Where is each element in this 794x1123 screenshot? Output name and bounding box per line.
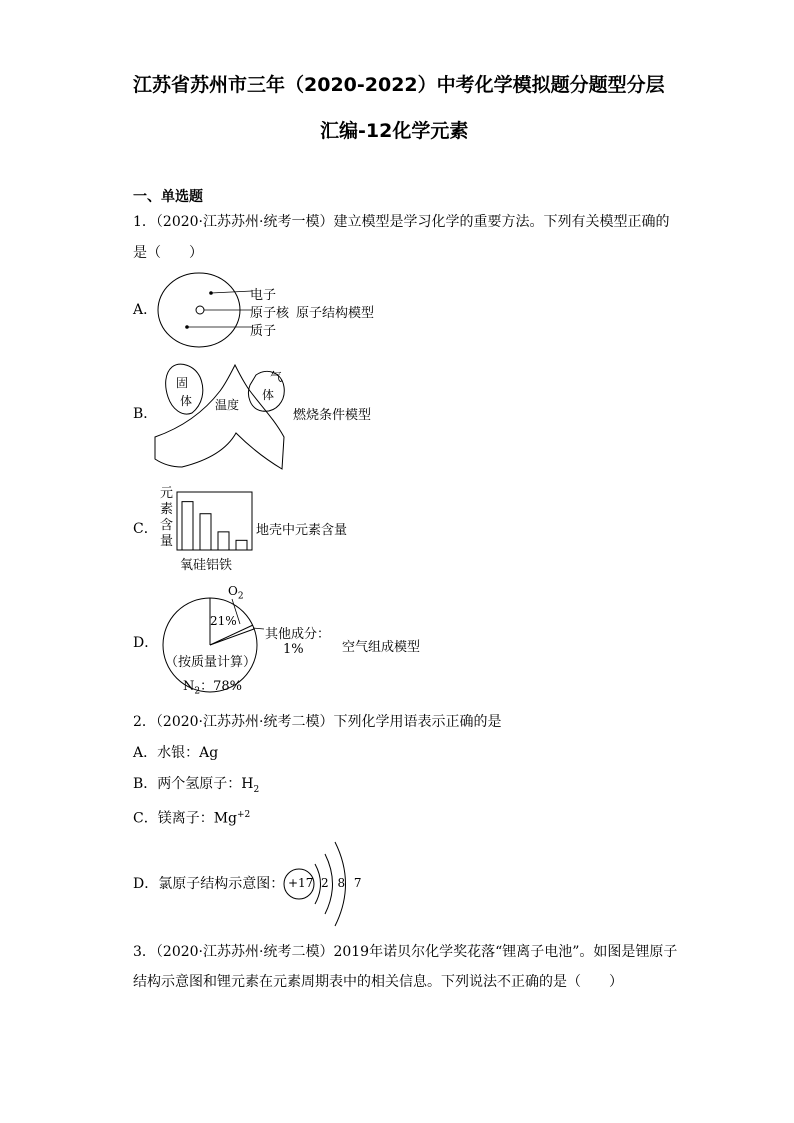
- o2-symbol: O: [228, 584, 238, 598]
- ylabel-char: 元: [160, 486, 174, 501]
- question-number: 1．: [133, 214, 156, 230]
- question-stem: 2019年诺贝尔化学奖花落“锂离子电池”。如图是锂原子: [333, 944, 678, 960]
- label-o2: [228, 584, 244, 601]
- bar-category-label: 硅: [193, 558, 207, 573]
- section-heading: 一、单选题: [133, 189, 203, 205]
- option-text: 两个氢原子：H: [157, 776, 254, 792]
- atom-model-diagram: [155, 270, 265, 350]
- label-other: 其他成分：: [265, 627, 331, 642]
- question-stem: 建立模型是学习化学的重要方法。下列有关模型正确的: [333, 214, 670, 230]
- bar-氧: [182, 502, 193, 550]
- label-gas-2: 体: [262, 388, 275, 402]
- question-source: （2020·江苏苏州·统考二模）: [155, 714, 334, 730]
- ylabel-char: 量: [160, 534, 174, 549]
- question-1-line1: [133, 212, 669, 232]
- question-2-line1: [133, 712, 501, 732]
- option-letter: A．: [133, 745, 158, 761]
- option-letter: D．: [133, 876, 159, 892]
- n2-subscript: 2: [194, 686, 201, 697]
- bar-硅: [200, 514, 211, 550]
- option-d-caption: 空气组成模型: [342, 640, 421, 655]
- option-a-letter: A．: [133, 302, 158, 318]
- label-o2-percent: 21%: [210, 614, 237, 628]
- q2-option-a: [133, 743, 218, 763]
- label-by-mass: （按质量计算）: [165, 655, 257, 670]
- option-c-caption: 地壳中元素含量: [256, 523, 348, 538]
- option-superscript: +2: [237, 810, 251, 820]
- bar-chart-categories: [180, 554, 232, 573]
- bar-category-label: 氧: [180, 558, 194, 573]
- document-title-line2: 汇编-12化学元素: [320, 120, 469, 142]
- label-gas-1: 气: [270, 370, 283, 384]
- label-other-percent: 1%: [283, 642, 304, 657]
- ylabel-char: 素: [160, 502, 174, 517]
- bar-category-label: 铝: [206, 558, 220, 573]
- n2-symbol: N: [183, 679, 195, 694]
- option-d-letter: D．: [133, 635, 159, 651]
- n2-percent: ：78%: [200, 679, 243, 694]
- option-subscript: 2: [253, 784, 260, 795]
- option-b-caption: 燃烧条件模型: [293, 408, 372, 423]
- option-text: 镁离子：Mg: [157, 810, 238, 827]
- question-3-line2: 结构示意图和锂元素在元素周期表中的相关信息。下列说法不正确的是（ ）: [133, 974, 623, 990]
- option-b-letter: B．: [133, 406, 158, 422]
- question-number: 2．: [133, 714, 156, 730]
- option-letter: C．: [133, 810, 158, 827]
- q2-option-d: [133, 874, 284, 894]
- nucleus-charge: +17: [288, 876, 314, 890]
- label-n2: [183, 675, 242, 697]
- bar-chart-ylabel: [160, 486, 174, 550]
- label-solid-2: 体: [180, 394, 193, 408]
- crust-element-bar-chart: [177, 492, 253, 552]
- document-title-line1: 江苏省苏州市三年（2020-2022）中考化学模拟题分题型分层: [133, 74, 665, 96]
- label-solid-1: 固: [176, 376, 189, 390]
- bar-category-label: 铁: [219, 558, 233, 573]
- option-text: 氯原子结构示意图：: [158, 876, 285, 892]
- question-source: （2020·江苏苏州·统考二模）: [155, 944, 334, 960]
- label-proton: 质子: [250, 324, 277, 339]
- question-3-line1: [133, 942, 677, 962]
- option-c-letter: C．: [133, 521, 158, 537]
- option-letter: B．: [133, 776, 158, 792]
- question-1-line2: 是（ ）: [133, 245, 203, 261]
- label-nucleus: 原子核: [250, 306, 290, 321]
- bar-铝: [218, 532, 229, 550]
- question-source: （2020·江苏苏州·统考一模）: [155, 214, 334, 230]
- option-a-caption: 原子结构模型: [296, 306, 375, 321]
- ylabel-char: 含: [160, 518, 174, 533]
- label-electron: 电子: [250, 288, 277, 303]
- electron-shells: 2 8 7: [321, 876, 362, 890]
- option-text: 水银：Ag: [157, 745, 219, 761]
- q2-option-b: [133, 774, 259, 800]
- o2-subscript: 2: [237, 591, 244, 602]
- bar-铁: [236, 540, 247, 550]
- q2-option-c: [133, 805, 250, 829]
- label-temperature: 温度: [215, 398, 240, 412]
- question-stem: 下列化学用语表示正确的是: [333, 714, 502, 730]
- question-number: 3．: [133, 944, 156, 960]
